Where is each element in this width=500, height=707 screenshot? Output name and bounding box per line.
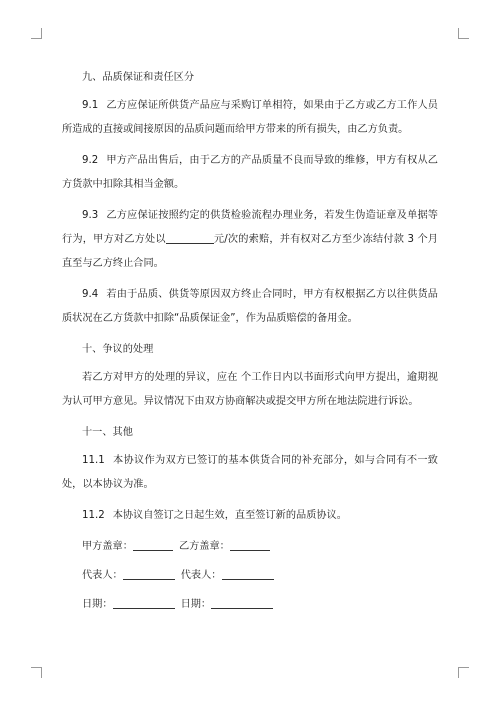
crop-mark-top-left [31, 28, 42, 39]
clause-number: 9.4 [82, 289, 99, 300]
party-a-seal-blank[interactable] [133, 538, 173, 551]
clause-9-4 [62, 283, 438, 331]
party-a-seal-label: 甲方盖章： [82, 541, 133, 552]
clause-11-1 [62, 449, 438, 497]
representative-line [62, 564, 438, 588]
clause-11-2 [62, 504, 438, 528]
clause-9-1 [62, 94, 438, 142]
clause-text: 乙方应保证所供货产品应与采购订单相符，如果由于乙方或乙方工作人员所造成的直接或间接原因的品质问题而给甲方带来的所有损失，由乙方负责。 [62, 100, 438, 135]
dispute-paragraph: 若乙方对甲方的处理的异议，应在 个工作日内以书面形式向甲方提出，逾期视为认可甲方意见。异议情况下由双方协商解决或提交甲方所在地法院进行诉讼。 [62, 372, 438, 407]
claim-amount-blank[interactable] [166, 231, 214, 244]
section-11-heading: 十一、其他 [82, 427, 133, 438]
section-9-heading: 九、品质保证和责任区分 [82, 72, 195, 83]
party-a-date-blank[interactable] [113, 596, 175, 609]
clause-text: 本协议作为双方已签订的基本供货合同的补充部分，如与合同有不一致处，以本协议为准。 [62, 455, 438, 490]
crop-mark-bottom-left [31, 667, 42, 678]
seal-line [62, 535, 438, 559]
clause-number: 9.1 [82, 100, 99, 111]
party-b-rep-label: 代表人： [180, 570, 222, 581]
clause-text: 甲方产品出售后，由于乙方的产品质量不良而导致的维修，甲方有权从乙方货款中扣除其相当金额。 [62, 155, 438, 190]
party-b-date-blank[interactable] [211, 596, 273, 609]
party-b-seal-blank[interactable] [230, 538, 270, 551]
clause-number: 9.2 [82, 155, 99, 166]
clause-9-3 [62, 204, 438, 276]
date-line [62, 593, 438, 617]
clause-9-2 [62, 149, 438, 197]
clause-number: 11.2 [82, 510, 105, 521]
clause-text-before-blank: 乙方应保证按照约定的供货检验流程办理业务，若发生伪造证章及单据等行为，甲方对乙方处以 [62, 210, 438, 245]
crop-mark-top-right [458, 28, 469, 39]
party-a-date-label: 日期： [82, 599, 113, 610]
document-body [62, 66, 438, 622]
clause-text-after-blank: 元/次的索赔，并有权对乙方至少冻结付款 3 个月直至与乙方终止合同。 [62, 234, 438, 269]
party-a-rep-label: 代表人： [82, 570, 123, 581]
party-a-rep-blank[interactable] [123, 567, 175, 580]
clause-number: 9.3 [82, 210, 99, 221]
party-b-date-label: 日期： [180, 599, 212, 610]
clause-number: 11.1 [82, 455, 105, 466]
clause-text: 若由于品质、供货等原因双方终止合同时，甲方有权根据乙方以往供货品质状况在乙方货款中扣除“品质保证金”，作为品质赔偿的备用金。 [62, 289, 438, 324]
crop-mark-bottom-right [458, 667, 469, 678]
party-b-seal-label: 乙方盖章： [178, 541, 230, 552]
party-b-rep-blank[interactable] [222, 567, 274, 580]
clause-text: 本协议自签订之日起生效，直至签订新的品质协议。 [112, 510, 347, 521]
section-10-heading: 十、争议的处理 [82, 344, 154, 355]
